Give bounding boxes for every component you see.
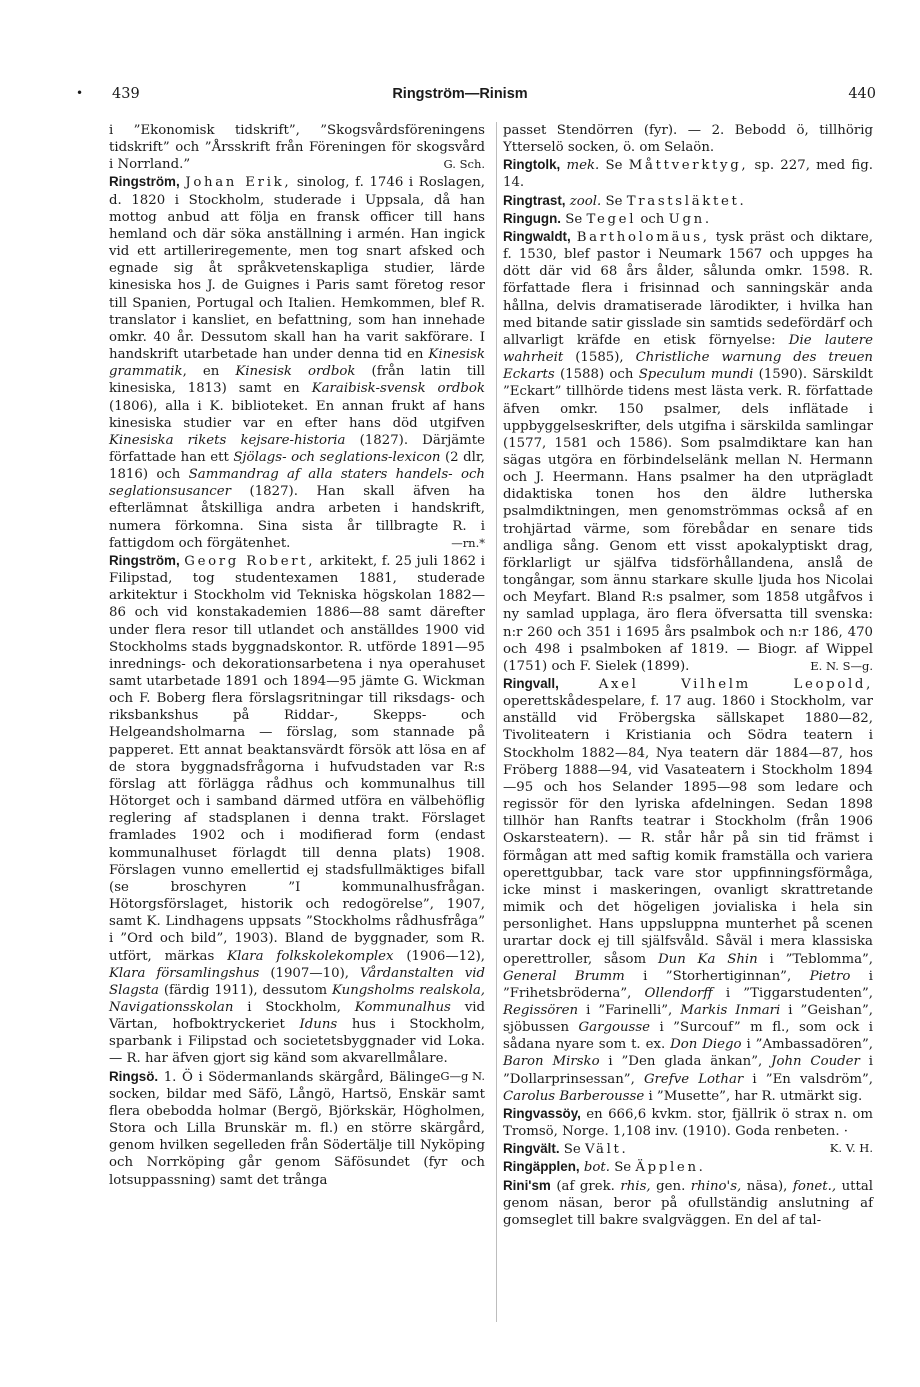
page-header [0, 86, 920, 110]
signature: G. Sch. [443, 157, 485, 172]
headword: Ringugn. [503, 210, 562, 226]
signature: —rn.* [451, 535, 485, 550]
entry-continuation: i ”Ekonomisk tidskrift”, ”Skogsvårdsföreningens tidskrift” och ”Årsskrift från Föreningen för skogsvård i Norrland.” G. Sch. [109, 123, 485, 173]
entry-ringvalt: Ringvält. Se Vält. [503, 1141, 629, 1158]
entry-ringso: Ringsö. 1. Ö i Södermanlands skärgård, Bälinge socken, bildar med Säfö, Långö, Hartsö, Enskär samt flera obebodda holmar (Bergö, Björkskär, Högholmen, Stora och Lilla Brunskär m. fl.) en större skärgård, genom hvilken segelleden från Södertälje till Nyköping och Norrköping går genom Säfösundet (fyr och lotsuppassning) samt det trånga [109, 1068, 485, 1188]
right-page-number: 440 [848, 86, 876, 102]
right-column [503, 122, 873, 1229]
margin-mark: • [76, 86, 84, 100]
headword: Ringvall, [503, 676, 559, 691]
signature: K. V. H. [829, 1141, 873, 1156]
headword: Ringtrast, [503, 192, 566, 208]
entry-ringvassoy: Ringvassöy, en 666,6 kvkm. stor, fjällrik ö strax n. om Tromsö, Norge. 1,108 inv. (1910). Goda renbeten. · K. V. H. [503, 1105, 873, 1140]
entry-ringtolk: Ringtolk, mek. Se Måttverktyg, sp. 227, med fig. 14. [503, 157, 873, 191]
headword: Ringsö. [109, 1068, 159, 1084]
running-head: Ringström—Rinism [392, 86, 528, 102]
entry-ringtrast: Ringtrast, zool. Se Trastsläktet. [503, 192, 747, 209]
entry-ringwaldt: Ringwaldt, Bartholomäus, tysk präst och diktare, f. 1530, blef pastor i Neumark 1567 och uppges ha dött där vid 68 års ålder, sålunda omkr. 1598. R. författade flera i frisinnad och sanningskär anda hållna, delvis dramatiserade lärodikter, i hvilka han med bitande satir gisslade sin samtids sedefördärf och allvarligt kräfde en etisk förnyelse: Die lautere wahrheit (1585), Christliche warnung des treuen Eckarts (1588) och Speculum mundi (1590). Särskildt ”Eckart” tillhörde tidens mest lästa verk. R. författade äfven omkr. 150 psalmer, dels inflätade i uppbyggelseskrifter, dels utgifna i särskilda samlingar (1577, 1581 och 1586). Som psalmdiktare kan han sägas utgöra en förbindelselänk mellan N. Hermann och J. Heermann. Hans psalmer ha den utprägladt didaktiska tonen hos den äldre lutherska psalmdiktningen, men genomströmmas också af en trohjärtad värme, som förebådar en senare tids andliga sång. Genom ett visst apokalyptiskt drag, förklarligt ur själfva tidsförhållandena, anslå de tongångar, som ännu starkare skulle ljuda hos Nicolai och Meyfart. Bland R:s psalmer, som 1858 utgåfvos i ny samlad upplaga, äro flera öfversatta till svenska: n:r 260 och 351 i 1695 års psalmbok och n:r 186, 470 och 498 i psalmboken af 1819. — Biogr. af Wippel (1751) och F. Sielek (1899). E. N. S—g. [503, 228, 873, 674]
headword: Ringäpplen, [503, 1159, 580, 1175]
entry-rinism: Rini'sm (af grek. rhis, gen. rhino's, näsa), fonet., uttal genom näsan, beror på ofullständig anslutning af gomseglet till bakre svalgväggen. En del af tal- [503, 1177, 874, 1228]
entry-ringugn: Ringugn. Se Tegel och Ugn. [503, 210, 712, 227]
headword: Ringtolk, [503, 157, 561, 173]
entry-ringstrom-johan: Ringström, Johan Erik, sinolog, f. 1746 i Roslagen, d. 1820 i Stockholm, studerade i Uppsala, då han mottog anbud att följa en fransk officer till hans hemland och där söka anställning i armén. Han ingick vid ett artilleriregemente, men tog snart afsked och egnade sig åt språkvetenskapliga studier, lärde kinesiska hos J. de Guignes i Paris samt företog resor till Spanien, Portugal och Italien. Hemkommen, blef R. translator i kansliet, en befattning, som han innehade omkr. 40 år. Dessutom skall han ha varit sakförare. I handskrift utarbetade han under denna tid en Kinesisk grammatik, en Kinesisk ordbok (från latin till kinesiska, 1813) samt en Karaibisk-svensk ordbok (1806), alla i K. biblioteket. En annan frukt af hans kinesiska studier var en efter hans död utgifven Kinesiska rikets kejsare-historia (1827). Därjämte författade han ett Sjölags- och seglations-lexicon (2 dlr, 1816) och Sammandrag af alla staters handels- och seglationsusancer (1827). Han skall äfven ha efterlämnat åtskilliga andra arbeten i handskrift, numera förkomna. Sina sista år tillbragte R. i fattigdom och förgätenhet. —rn.* [109, 174, 485, 551]
entry-ringvall: Ringvall, Axel Vilhelm Leopold, operettskådespelare, f. 17 aug. 1860 i Stockholm, var anställd vid Fröbergska sällskapet 1880—82, Tivoliteatern i Kristiania och Södra teatern i Stockholm 1882—84, Nya teatern där 1884—87, hos Fröberg 1888—94, vid Vasateatern i Stockholm 1894—95 och hos Selander 1895—98 som ledare och regissör för den lyriska afdelningen. Sedan 1898 tillhör han Ranfts teatrar i Stockholm (från 1906 Oskarsteatern). — R. står hår på sin tid främst i förmågan att med saftig komik framställa och variera operettgubbar, tack vare stor uppfinningsförmåga, icke minst i maskeringen, ovanligt skrattretande mimik och det högeligen jovialiska i hela sin personlighet. Hans uppsluppna munterhet på scenen urartar dock ej till själfsvåld. Såväl i mera klassiska operettroller, såsom Dun Ka Shin i ”Teblomma”, General Brumm i ”Storhertiginnan”, Pietro i ”Frihetsbröderna”, Ollendorff i ”Tiggarstudenten”, Regissören i ”Farinelli”, Markis Inmari i ”Geishan”, sjöbussen Gargousse i ”Surcouf” m fl., som ock i sådana nyare som t. ex. Don Diego i ”Ambassadören”, Baron Mirsko i ”Den glada änkan”, John Couder i ”Dollarprinsessan”, Grefve Lothar i ”En valsdröm”, Carolus Barberousse i ”Musette”, har R. utmärkt sig. [503, 676, 874, 1104]
column-divider [496, 122, 497, 1322]
headword: Ringström, [109, 552, 180, 568]
entry-ringstrom-georg: Ringström, Georg Robert, arkitekt, f. 25 juli 1862 i Filipstad, tog studentexamen 1881, studerade arkitektur i Stockholm vid Tekniska högskolan 1882—86 och vid konstakademien 1886—88 samt därefter under flera resor till utlandet och anställdes 1900 vid Stockholms stads byggnadskontor. R. utförde 1891—95 inrednings- och dekorationsarbetena i nya operahuset samt utarbetade 1891 och 1894—95 jämte G. Wickman och F. Boberg flera förslagsritningar till riksdags- och riksbankshus på Riddar-, Skepps- och Helgeandsholmarna — förslag, som stannade på papperet. Ett annat beaktansvärdt försök att lösa en af de stora byggnadsfrågorna i hufvudstaden var R:s förslag att förlägga rådhus och kommunalhus till Hötorget och i samband därmed utföra en välbehöflig reglering af stadsplanen i denna trakt. Förslaget framlades 1902 och i modifierad form (endast kommunalhuset förlagdt till denna plats) 1908. Förslagen vunno emellertid ej stadsfullmäktiges bifall (se broschyren ”I kommunalhusfrågan. Hötorgsförslaget, historik och redogörelse”, 1907, samt K. Lindhagens uppsats ”Stockholms rådhusfråga” i ”Ord och bild”, 1903). Bland de byggnader, som R. utfört, märkas Klara folkskolekomplex (1906—12), Klara församlingshus (1907—10), Vårdanstalten vid Slagsta (färdig 1911), dessutom Kungsholms realskola, Navigationsskolan i Stockholm, Kommunalhus vid Värtan, hofboktryckeriet Iduns hus i Stockholm, sparbank i Filipstad och societetsbyggnader vid Loka. — R. har äfven gjort sig känd som akvarellmålare. G—g N. [109, 552, 485, 1068]
headword: Ringwaldt, [503, 228, 571, 244]
entry-ringapplen: Ringäpplen, bot. Se Äpplen. [503, 1159, 706, 1176]
entry-continuation: passet Stendörren (fyr). — 2. Bebodd ö, tillhörig Ytterselö socken, ö. om Selaön. [503, 123, 873, 156]
left-page-number: 439 [112, 86, 140, 102]
headword: Ringström, [109, 174, 180, 190]
headword: Ringvassöy, [503, 1105, 581, 1121]
left-column [109, 122, 485, 1189]
headword: Ringvält. [503, 1141, 560, 1157]
signature: G—g N. [440, 1068, 485, 1083]
signature: E. N. S—g. [810, 658, 873, 673]
headword: Rini'sm [503, 1177, 551, 1193]
